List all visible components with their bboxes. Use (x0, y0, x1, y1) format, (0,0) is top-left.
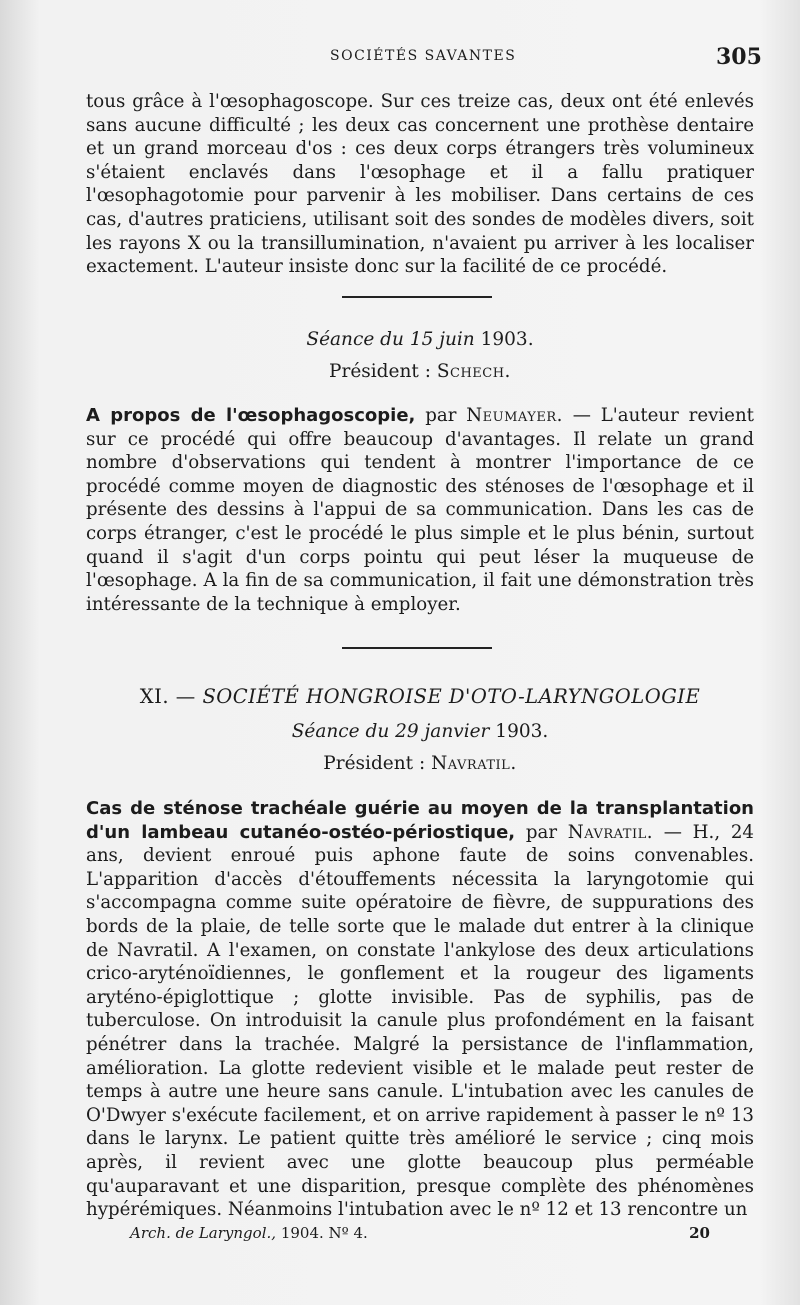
president-label: Président : (329, 361, 431, 382)
footer-issue: 1904. Nº 4. (280, 1224, 368, 1242)
president-name: Schech. (436, 361, 511, 382)
running-head (0, 44, 800, 74)
session-date (86, 720, 754, 744)
session-date (86, 328, 754, 352)
article-author: Neumayer. (466, 405, 563, 426)
seance-prefix: Séance du (291, 721, 390, 742)
article-par: par (525, 821, 558, 843)
seance-year: 1903. (495, 721, 549, 742)
article-par: par (425, 405, 457, 426)
article-title: A propos de l'œsophagoscopie, (86, 405, 416, 426)
footer-citation (130, 1224, 368, 1242)
section-heading (86, 684, 754, 710)
divider-rule (342, 647, 492, 649)
article-body: — L'auteur revient sur ce procédé qui offre beaucoup d'avantages. Il relate un grand nombre d'observations qui tendent à montrer l'importance de ce procédé comme moyen de diagnostic des sténoses de l'œsophage et il présente des dessins à l'appui de sa communication. Dans les cas de corps étranger, c'est le procédé le plus simple et le plus bénin, surtout quand il s'agit d'un corps pointu qui peut léser la muqueuse de l'œsophage. A la fin de sa communication, il fait une démonstration très intéressante de la technique à employer. (86, 405, 754, 615)
seance-prefix: Séance du (306, 329, 404, 350)
session-president (86, 752, 754, 776)
session-president (86, 360, 754, 384)
seance-year: 1903. (480, 329, 534, 350)
footer-journal: Arch. de Laryngol., (130, 1224, 277, 1242)
running-title: SOCIÉTÉS SAVANTES (330, 48, 517, 64)
page-number: 305 (716, 44, 762, 70)
president-label: Président : (323, 753, 426, 774)
article-title: Cas de sténose trachéale guérie au moyen de la transplantation d'un lambeau cutanéo-ostéo-périostique, (86, 798, 754, 843)
section-title: SOCIÉTÉ HONGROISE D'OTO-LARYNGOLOGIE (202, 685, 701, 708)
article-author: Navratil. (567, 821, 654, 843)
seance-date: 29 janvier (395, 721, 490, 742)
page-footer (130, 1224, 710, 1246)
divider-rule (342, 296, 492, 298)
signature-mark: 20 (689, 1224, 710, 1242)
article-body: — H., 24 ans, devient enroué puis aphone faute de soins convenables. L'apparition d'accès d'étouffements nécessita la laryngotomie qui s'accompagna comme suite opératoire de fièvre, de suppurations des bords de la plaie, de telle sorte que le malade dut entrer à la clinique de Navratil. A l'examen, on constate l'ankylose des deux articulations crico-aryténoïdiennes, le gonflement et la rougeur des ligaments aryténo-épiglottique ; glotte invisible. Pas de syphilis, pas de tuberculose. On introduisit la canule plus profondément en la faisant pénétrer dans la trachée. Malgré la persistance de l'inflammation, amélioration. La glotte redevient visible et le malade peut rester de temps à autre une heure sans canule. L'intubation avec les canules de O'Dwyer s'exécute facilement, et on arrive rapidement à passer le nº 13 dans le larynx. Le patient quitte très amélioré le service ; cinq mois après, il revient avec une glotte beaucoup plus perméable qu'auparavant et une disparition, presque complète des phénomènes hypérémiques. Néanmoins l'intubation avec le nº 12 et 13 rencontre un (86, 821, 754, 1221)
seance-date: 15 juin (409, 329, 475, 350)
intro-paragraph: tous grâce à l'œsophagoscope. Sur ces treize cas, deux ont été enlevés sans aucune difficulté ; les deux cas concernent une prothèse dentaire et un grand morceau d'os : ces deux corps étrangers très volumineux s'étaient enclavés dans l'œsophage et il a fallu pratiquer l'œsophagotomie pour parvenir à les mobiliser. Dans certains de ces cas, d'autres praticiens, utilisant soit des sondes de modèles divers, soit les rayons X ou la transillumination, n'avaient pu arriver à les localiser exactement. L'auteur insiste donc sur la facilité de ce procédé. (86, 91, 754, 278)
section-number: XI. — (139, 685, 196, 708)
article-paragraph (86, 404, 754, 616)
article-paragraph (86, 797, 754, 1222)
president-name: Navratil. (431, 753, 517, 774)
